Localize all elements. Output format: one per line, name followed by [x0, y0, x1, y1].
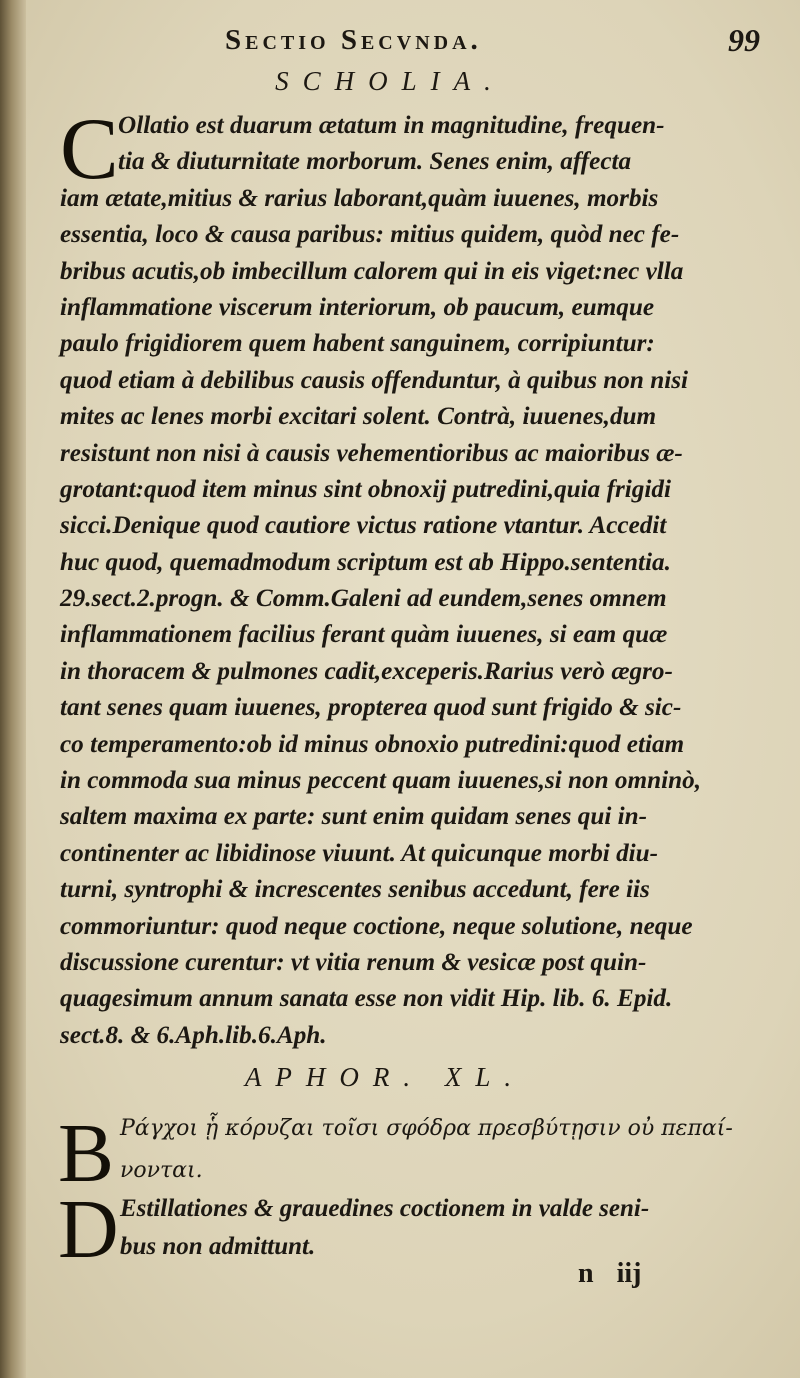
- text-line: essentia, loco & causa paribus: mitius quidem, quòd nec fe-: [60, 221, 680, 249]
- text-line: paulo frigidiorem quem habent sanguinem, corripiuntur:: [60, 330, 655, 358]
- text-line: bus non admittunt.: [120, 1233, 316, 1260]
- text-line: Ράγχοι ᾗ κόρυζαι τοῖσι σφόδρα πρεσβύτῃσιν οὐ πεπαί-: [120, 1116, 733, 1141]
- text-line: νονται.: [120, 1158, 203, 1183]
- greek-drop-cap: B: [58, 1107, 115, 1200]
- text-line: co temperamento:ob id minus obnoxio putredini:quod etiam: [60, 730, 685, 758]
- page-number: 99: [728, 22, 760, 58]
- text-line: inflammatione viscerum interiorum, ob paucum, eumque: [60, 293, 655, 321]
- latin-aphorism: [120, 1190, 780, 1266]
- text-line: Ollatio est duarum ætatum in magnitudine, frequen-: [118, 112, 665, 139]
- text-line: saltem maxima ex parte: sunt enim quidam senes qui in-: [60, 803, 648, 831]
- text-line: discussione curentur: vt vitia renum & vesicæ post quin-: [60, 948, 647, 976]
- text-line: iam ætate,mitius & rarius laborant,quàm iuuenes, morbis: [60, 184, 659, 212]
- text-line: tant senes quam iuuenes, propterea quod sunt frigido & sic-: [60, 694, 682, 722]
- text-line: mites ac lenes morbi excitari solent. Contrà, iuuenes,dum: [60, 403, 657, 431]
- scholia-text: [60, 101, 768, 1054]
- text-line: quod etiam à debilibus causis offenduntur, à quibus non nisi: [60, 366, 689, 394]
- text-line: resistunt non nisi à causis vehementioribus ac maioribus æ-: [60, 439, 683, 467]
- text-line: sect.8. & 6.Aph.lib.6.Aph.: [60, 1021, 327, 1049]
- text-line: bribus acutis,ob imbecillum calorem qui in eis viget:nec vlla: [60, 257, 684, 285]
- text-line: sicci.Denique quod cautiore victus ratione vtantur. Accedit: [60, 512, 667, 540]
- text-line: turni, syntrophi & increscentes senibus accedunt, fere iis: [60, 876, 650, 904]
- text-line: tia & diuturnitate morborum. Senes enim, affecta: [118, 148, 632, 176]
- scholia-drop-cap: C: [60, 101, 119, 198]
- text-line: huc quod, quemadmodum scriptum est ab Hippo.sententia.: [60, 548, 671, 576]
- running-head: [60, 20, 770, 64]
- running-head-title: Sectio Secvnda.: [225, 24, 482, 56]
- book-spine-shadow: [0, 0, 26, 1378]
- signature-mark: n iij: [578, 1258, 642, 1289]
- aphorism-heading: APHOR. XL.: [244, 1062, 526, 1092]
- greek-aphorism: [120, 1108, 780, 1192]
- latin-drop-cap: D: [58, 1183, 119, 1276]
- text-line: in commoda sua minus peccent quam iuuenes,si non omninò,: [60, 767, 702, 795]
- text-line: quagesimum annum sanata esse non vidit Hip. lib. 6. Epid.: [60, 985, 673, 1013]
- text-line: continenter ac libidinose viuunt. At quicunque morbi diu-: [60, 839, 659, 867]
- scholia-heading: SCHOLIA.: [275, 66, 505, 96]
- text-line: inflammationem facilius ferant quàm iuuenes, si eam quæ: [60, 621, 668, 649]
- text-line: grotant:quod item minus sint obnoxij putredini,quia frigidi: [60, 475, 671, 503]
- text-line: Estillationes & grauedines coctionem in valde seni-: [120, 1195, 650, 1222]
- text-line: commoriuntur: quod neque coctione, neque solutione, neque: [60, 912, 693, 940]
- text-line: 29.sect.2.progn. & Comm.Galeni ad eundem,senes omnem: [60, 585, 667, 613]
- text-line: in thoracem & pulmones cadit,exceperis.Rarius verò ægro-: [60, 657, 673, 685]
